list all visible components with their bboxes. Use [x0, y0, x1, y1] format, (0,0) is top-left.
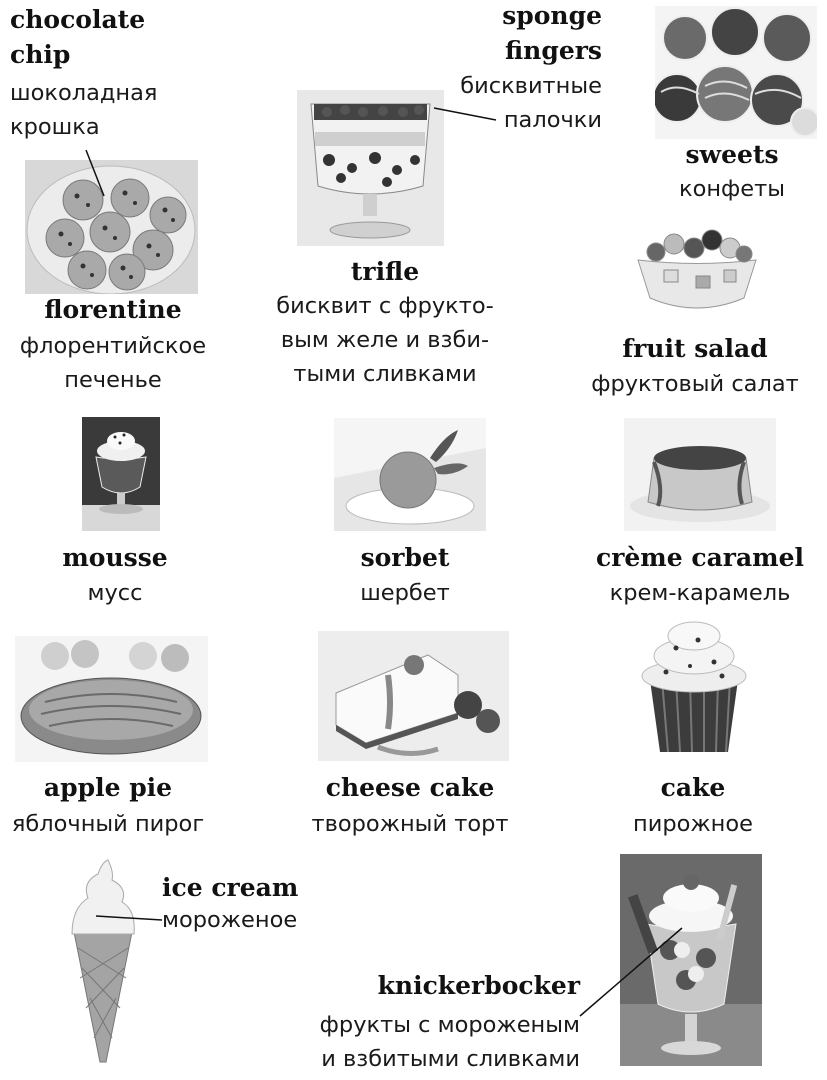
knickerbocker-en: knickerbocker — [377, 971, 580, 1000]
knickerbocker-ru: фрукты с мороженым и взбитыми сливками — [319, 1012, 580, 1072]
cake-ru: пирожное — [633, 811, 753, 837]
sorbet-en: sorbet — [360, 543, 450, 572]
cake-en: cake — [660, 773, 726, 802]
sorbet-photo — [334, 418, 486, 531]
florentine-ru: флорентийское печенье — [19, 333, 207, 393]
cheese-cake-photo — [318, 631, 509, 761]
fruit-salad-photo — [634, 222, 760, 317]
knickerbocker-photo — [620, 854, 762, 1066]
ice-cream-ru: мороженое — [162, 907, 298, 933]
creme-caramel-ru: крем-карамель — [609, 580, 791, 606]
cheese-cake-en: cheese cake — [325, 773, 495, 802]
fruit-salad-ru: фруктовый салат — [591, 371, 799, 397]
ice-cream-en: ice cream — [162, 873, 299, 902]
cheese-cake-ru: творожный торт — [311, 811, 509, 837]
chocolate-chip-ru: шоколадная крошка — [10, 80, 158, 140]
sponge-fingers-en: sponge fingers — [502, 1, 602, 65]
apple-pie-en: apple pie — [43, 773, 173, 802]
trifle-ru: бисквит с фрукто- вым желе и взби- тыми сливками — [276, 293, 494, 387]
fruit-salad-en: fruit salad — [622, 334, 768, 363]
mousse-en: mousse — [62, 543, 168, 572]
creme-caramel-photo — [624, 418, 776, 531]
trifle-en: trifle — [350, 257, 420, 286]
sweets-ru: конфеты — [678, 176, 786, 202]
chocolate-chip-en: chocolate chip — [10, 5, 146, 69]
mousse-photo — [82, 417, 160, 531]
ice-cream-photo — [68, 858, 138, 1064]
apple-pie-ru: яблочный пирог — [11, 811, 205, 837]
sweets-en: sweets — [685, 140, 779, 169]
sponge-fingers-ru: бисквитные палочки — [460, 73, 602, 133]
sorbet-ru: шербет — [360, 580, 450, 606]
cake-photo — [636, 618, 752, 754]
sweets-photo — [655, 6, 817, 139]
apple-pie-photo — [15, 636, 208, 762]
creme-caramel-en: crème caramel — [595, 543, 804, 572]
florentine-en: florentine — [44, 295, 182, 324]
mousse-ru: мусс — [87, 580, 143, 606]
florentine-photo — [25, 160, 198, 294]
